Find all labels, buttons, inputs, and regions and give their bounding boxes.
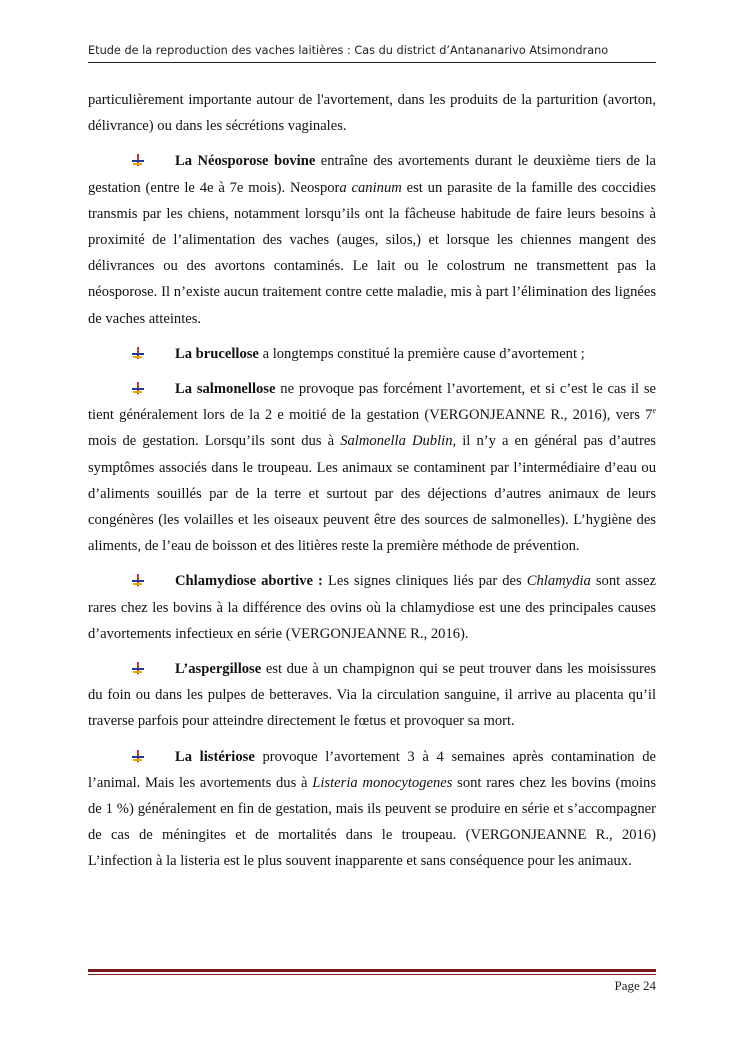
term-brucellose: La brucellose bbox=[175, 345, 259, 362]
running-header: Etude de la reproduction des vaches laitières : Cas du district d’Antananarivo Atsimondrano bbox=[88, 44, 609, 57]
term-chlamydiose: Chlamydiose abortive : bbox=[175, 573, 323, 590]
paragraph-neosporose: La Néosporose bovine entraîne des avortements durant le deuxième tiers de la gestation (entre le 4e à 7e mois). Neospora caninum est un parasite de la famille des coccidies transmis par les chiens, notamment lorsqu’ils ont la fâcheuse habitude de faire leurs besoins à proximité de l’alimentation des vaches (auges, silos,) et lorsque les chiennes mangent des délivrances ou des avortons contaminés. Le lait ou le colostrum ne transmettent pas la néosporose. Il n’existe aucun traitement contre cette maladie, mis à part l’élimination des lignées de vaches atteintes. bbox=[88, 153, 656, 327]
bullet-icon bbox=[132, 574, 144, 586]
paragraph-brucellose: La brucellose a longtemps constitué la première cause d’avortement ; bbox=[88, 341, 656, 367]
bullet-icon bbox=[132, 154, 144, 166]
paragraph-chlamydiose: Chlamydiose abortive : Les signes cliniques liés par des Chlamydia sont assez rares chez les bovins à la différence des ovins où la chlamydiose est une des principales causes d’avortements infectieux en série (VERGONJEANNE R., 2016). bbox=[88, 573, 657, 642]
term-neosporose: La Néosporose bovine bbox=[175, 153, 316, 170]
footer-divider-thick bbox=[88, 969, 656, 972]
bullet-icon bbox=[132, 750, 144, 762]
term-salmonellose: La salmonellose bbox=[175, 381, 276, 398]
footer-divider-thin bbox=[88, 974, 656, 975]
term-aspergillose: L’aspergillose bbox=[175, 661, 262, 678]
page-body bbox=[88, 87, 656, 875]
paragraph-salmonellose: La salmonellose ne provoque pas forcément l’avortement, et si c’est le cas il se tient généralement lors de la 2 e moitié de la gestation (VERGONJEANNE R., 2016), vers 7e mois de gestation. Lorsqu’ils sont dus à Salmonella Dublin, il n’y a en général pas d’autres symptômes associés dans le troupeau. Les animaux se contaminent par l’intermédiaire d’eau ou d’aliments souillés par de la terre et surtout par des déjections d’autres animaux de leurs congénères (les volailles et les oiseaux peuvent être des sources de salmonelles). L’hygiène des aliments, de l’eau de boisson et des litières reste la première méthode de prévention. bbox=[88, 381, 657, 555]
paragraph-listeriose: La listériose provoque l’avortement 3 à 4 semaines après contamination de l’animal. Mais les avortements dus à Listeria monocytogenes sont rares chez les bovins (moins de 1 %) généralement en fin de gestation, mais ils peuvent se produire en série et s’accompagner de cas de méningites et de mortalités dans le troupeau. (VERGONJEANNE R., 2016) L’infection à la listeria est le plus souvent inapparente et sans conséquence pour les animaux. bbox=[88, 748, 656, 870]
paragraph-aspergillose: L’aspergillose est due à un champignon qui se peut trouver dans les moisissures du foin ou dans les pulpes de betteraves. Via la circulation sanguine, il arrive au placenta qu’il traverse parfois pour atteindre directement le fœtus et provoquer sa mort. bbox=[88, 661, 656, 730]
intro-paragraph: particulièrement importante autour de l'avortement, dans les produits de la parturition (avorton, délivrance) ou dans les sécrétions vaginales. bbox=[88, 92, 656, 135]
term-listeriose: La listériose bbox=[175, 748, 255, 765]
page-number: Page 24 bbox=[614, 978, 656, 993]
bullet-icon bbox=[132, 347, 144, 359]
header-divider bbox=[88, 62, 656, 63]
bullet-icon bbox=[132, 662, 144, 674]
bullet-icon bbox=[132, 382, 144, 394]
